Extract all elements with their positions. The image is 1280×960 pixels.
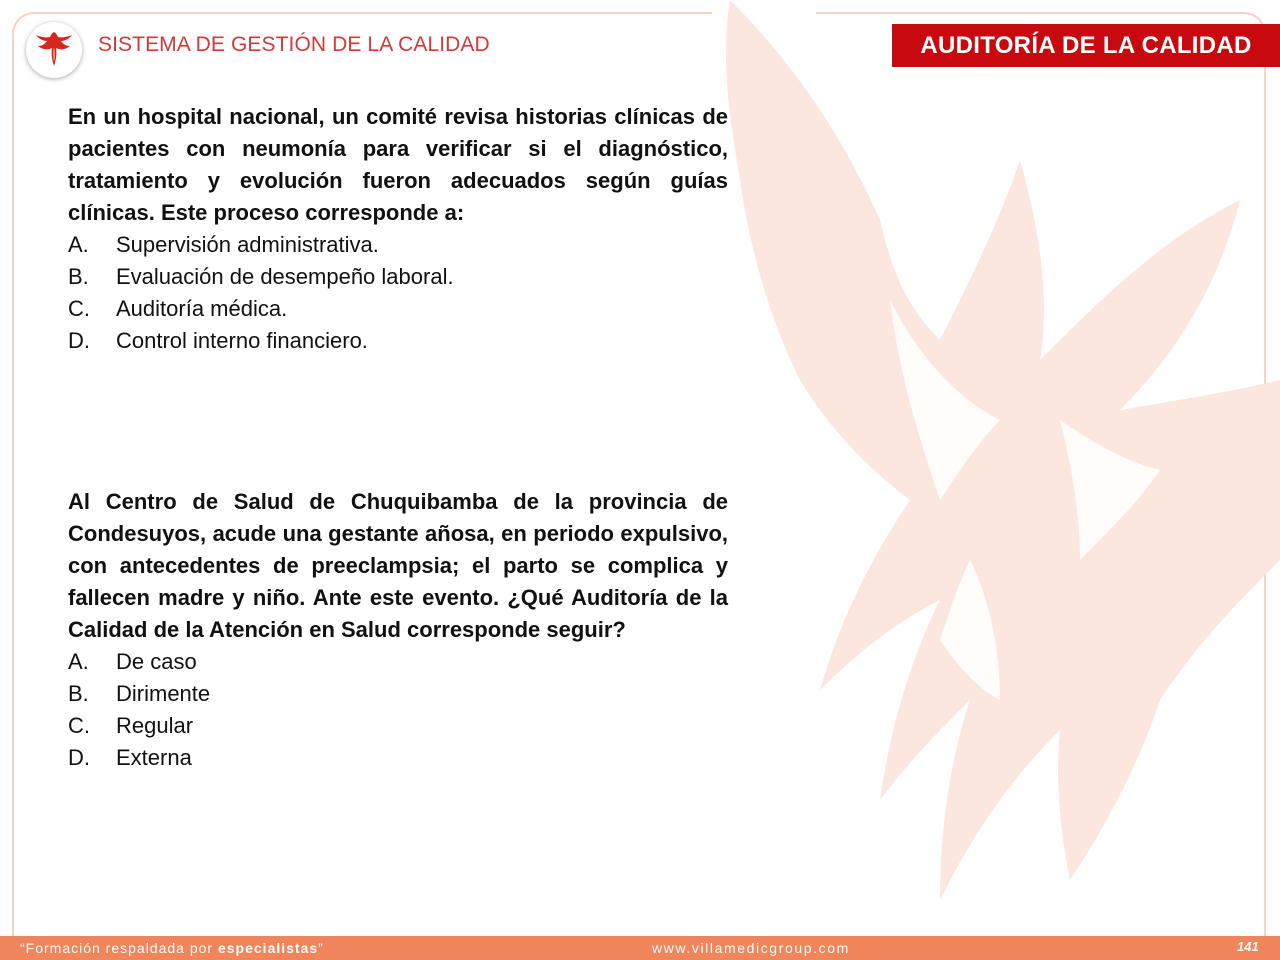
question-1 [68,101,728,357]
question-stem: En un hospital nacional, un comité revisa historias clínicas de pacientes con neumonía para verificar si el diagnóstico, tratamiento y evolución fueron adecuados según guías clínicas. Este proceso corresponde a: [68,104,728,225]
option-letter: A. [68,649,89,674]
question-stem: Al Centro de Salud de Chuquibamba de la provincia de Condesuyos, acude una gestante añosa, en periodo expulsivo, con antecedentes de preeclampsia; el parto se complica y fallecen madre y niño. Ante este evento. ¿Qué Auditoría de la Calidad de la Atención en Salud corresponde seguir? [68,489,728,642]
footer-website-link[interactable]: www.villamedicgroup.com [652,940,850,956]
page-number: 141 [1237,939,1259,954]
option-text: Regular [116,713,194,738]
section-badge: AUDITORÍA DE LA CALIDAD [892,24,1280,67]
answer-options [68,646,728,774]
option-text: Dirimente [116,681,211,706]
option-text: Evaluación de desempeño laboral. [116,264,454,289]
option-letter: A. [68,232,89,257]
slogan-prefix: “Formación respaldada por [20,940,218,956]
footer-bar [0,936,1280,960]
option-letter: B. [68,264,89,289]
footer-slogan [20,940,324,956]
answer-option-b [68,678,728,710]
slogan-suffix: ” [318,940,324,956]
header-title: SISTEMA DE GESTIÓN DE LA CALIDAD [98,33,490,56]
answer-option-c [68,293,728,325]
question-2 [68,486,728,774]
company-logo [26,22,82,78]
answer-option-a [68,646,728,678]
answer-option-d [68,325,728,357]
answer-option-a [68,229,728,261]
option-text: Supervisión administrativa. [116,232,379,257]
option-letter: C. [68,296,90,321]
option-letter: B. [68,681,89,706]
option-letter: D. [68,328,90,353]
answer-options [68,229,728,357]
option-text: Externa [116,745,192,770]
phoenix-logo-icon [34,32,74,68]
option-letter: C. [68,713,90,738]
answer-option-d [68,742,728,774]
option-text: Auditoría médica. [116,296,288,321]
phoenix-watermark-icon [640,0,1280,936]
answer-option-c [68,710,728,742]
option-letter: D. [68,745,90,770]
slogan-bold: especialistas [217,940,319,956]
option-text: Control interno financiero. [116,328,368,353]
answer-option-b [68,261,728,293]
option-text: De caso [116,649,197,674]
